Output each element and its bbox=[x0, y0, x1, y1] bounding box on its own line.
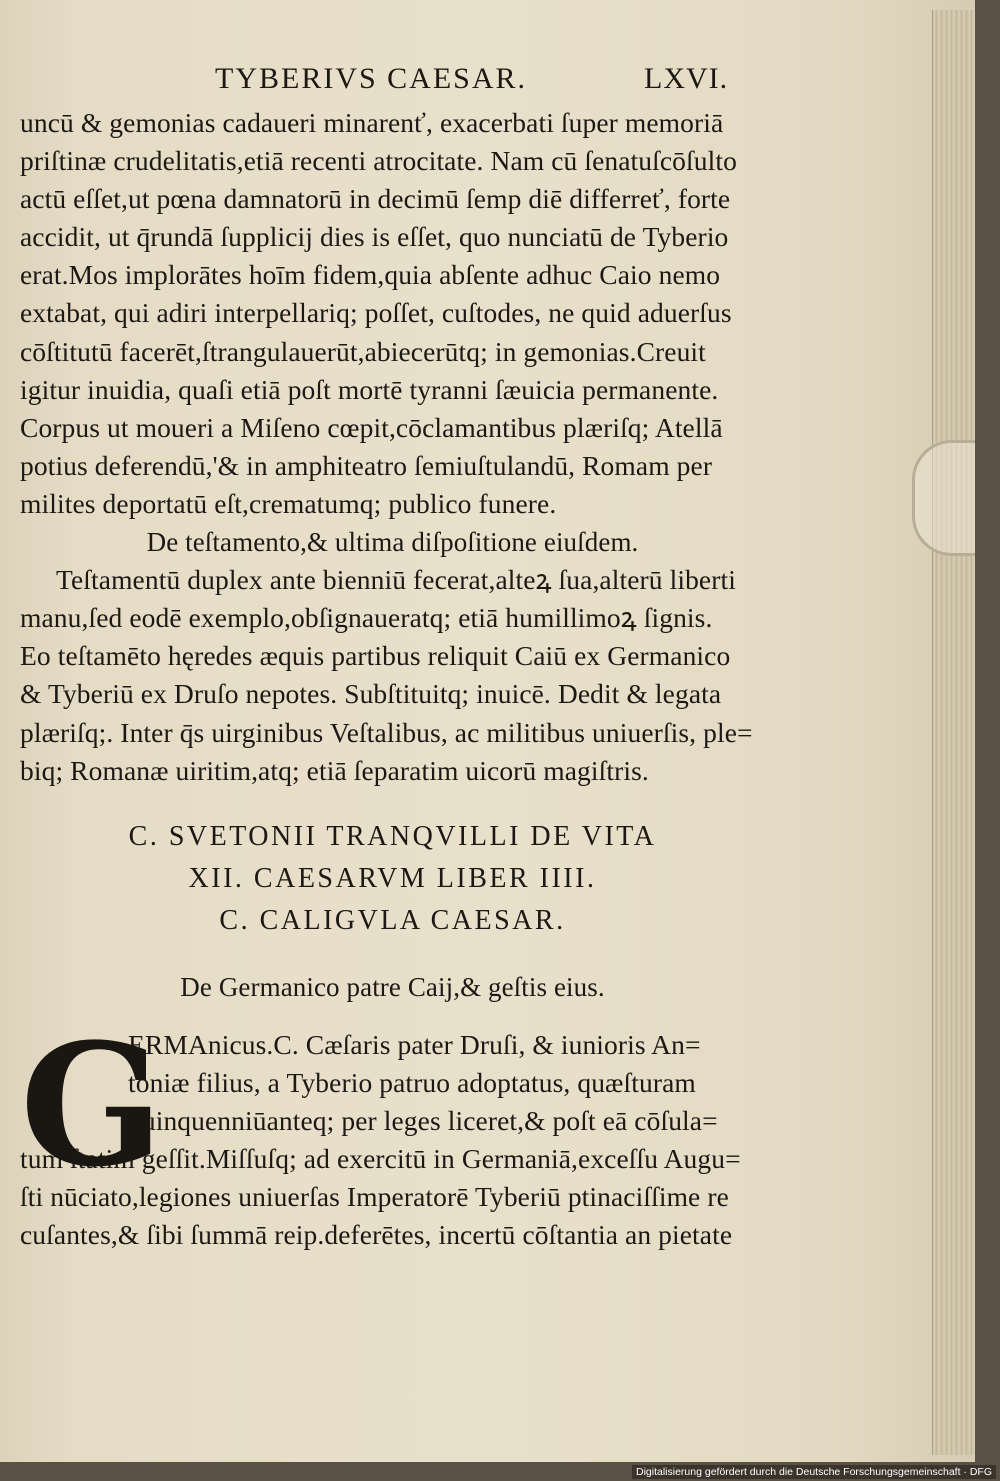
text-line: Corpus ut moueri a Miſeno cœpit,cōclamantibus plæriſq; Atellā bbox=[20, 411, 723, 443]
text-line: biq; Romanæ uiritim,atq; etiā ſeparatim uicorū magiſtris. bbox=[20, 754, 649, 786]
folio-number: LXVI. bbox=[644, 62, 729, 95]
book-title-line: XII. CAESARVM LIBER IIII. bbox=[188, 862, 597, 894]
text-line: & Tyberiū ex Druſo nepotes. Subſtituitq; inuicē. Dedit & legata bbox=[20, 678, 722, 710]
text-line: igitur inuidia, quaſi etiā poſt mortē tyranni ſæuicia permanente. bbox=[20, 373, 719, 405]
text-line: Teſtamentū duplex ante bienniū fecerat,alteꝝ ſua,alterū liberti bbox=[56, 564, 736, 596]
text-line: cōſtitutū facerēt,ſtrangulauerūt,abiecerūtq; in gemonias.Creuit bbox=[20, 335, 706, 367]
drop-cap: G bbox=[20, 1005, 164, 1204]
dfg-footer: Digitalisierung gefördert durch die Deutsche Forschungsgemeinschaft · DFG bbox=[632, 1465, 996, 1479]
text-line: priſtinæ crudelitatis,etiā recenti atrocitate. Nam cū ſenatuſcōſulto bbox=[20, 145, 737, 177]
body-paragraph bbox=[20, 104, 765, 523]
text-line: cuſantes,& ſibi ſummā reip.deferētes, incertū cōſtantia an pietate bbox=[20, 1219, 733, 1251]
book-title-line: C. CALIGVLA CAESAR. bbox=[219, 904, 566, 936]
running-header bbox=[20, 60, 765, 104]
text-line: uncū & gemonias cadaueri minarenť, exacerbati ſuper memoriā bbox=[20, 107, 724, 138]
text-line: tum ſtatim geſſit.Miſſuſq; ad exercitū in Germaniā,exceſſu Augu= bbox=[20, 1143, 741, 1175]
text-line: erat.Mos implorātes hoīm fidem,quia abſente adhuc Caio nemo bbox=[20, 259, 721, 291]
text-line: accidit, ut q̄rundā ſupplicij dies is eſſet, quo nunciatū de Tyberio bbox=[20, 221, 729, 253]
text-line: milites deportatū eſt,crematumq; publico funere. bbox=[20, 487, 557, 519]
germanicus-paragraph bbox=[20, 1005, 765, 1255]
section-heading: De teſtamento,& ultima diſpoſitione eiuſdem. bbox=[146, 527, 639, 558]
text-line: ſti nūciato,legiones uniuerſas Imperatorē Tyberiū ptinaciſſime re bbox=[20, 1181, 729, 1213]
testament-paragraph bbox=[20, 561, 765, 790]
text-line: actū eſſet,ut pœna damnatorū in decimū ſemp diē differreť, forte bbox=[20, 183, 731, 215]
text-line: manu,ſed eodē exemplo,obſignaueratq; etiā humillimoꝝ ſignis. bbox=[20, 602, 713, 634]
text-block bbox=[20, 60, 765, 1254]
text-line: potius deferendū,'& in amphiteatro ſemiuſtulandū, Romam per bbox=[20, 449, 713, 481]
book-title bbox=[20, 816, 765, 942]
text-line: plæriſq;. Inter q̄s uirginibus Veſtalibus, ac militibus uniuerſis, ple= bbox=[20, 716, 753, 748]
text-line: quinquenniūanteq; per leges liceret,& poſt eā cōſula= bbox=[128, 1104, 718, 1136]
page-clip bbox=[912, 440, 975, 556]
text-line: toniæ filius, a Tyberio patruo adoptatus, quæſturam bbox=[128, 1066, 696, 1098]
section-heading: De Germanico patre Caij,& geſtis eius. bbox=[180, 971, 605, 1002]
text-line: Eo teſtamēto hęredes æquis partibus reliquit Caiū ex Germanico bbox=[20, 640, 731, 672]
text-line: ERMAnicus.C. Cæſaris pater Druſi, & iunioris An= bbox=[128, 1028, 701, 1060]
running-title: TYBERIVS CAESAR. bbox=[215, 62, 528, 95]
page-edges bbox=[932, 10, 975, 1455]
text-line: extabat, qui adiri interpellariq; poſſet, cuſtodes, ne quid aduerſus bbox=[20, 297, 732, 329]
book-title-line: C. SVETONII TRANQVILLI DE VITA bbox=[128, 820, 657, 852]
